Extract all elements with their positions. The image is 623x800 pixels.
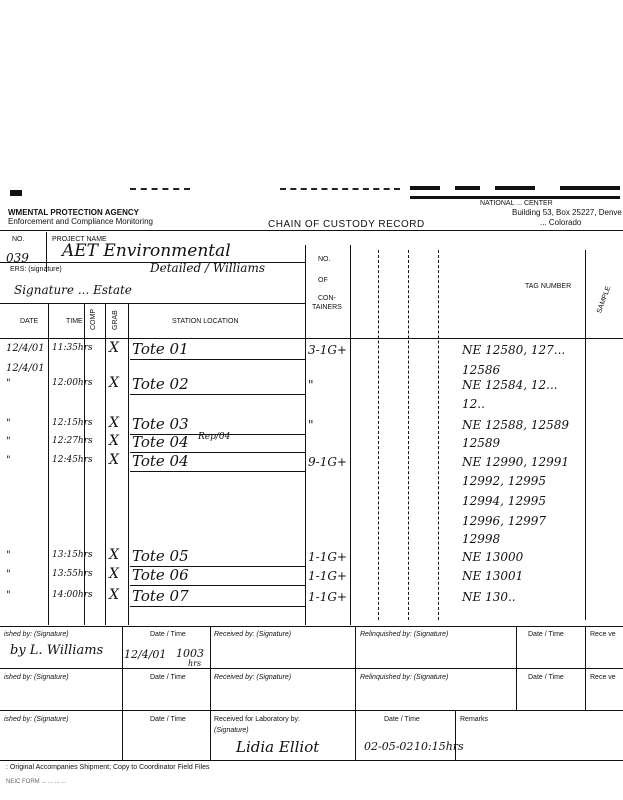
sample-tag-numbers: 12589 <box>462 436 501 450</box>
sample-date: " <box>6 569 11 580</box>
sample-tag-numbers: NE 12584, 12... <box>462 378 558 392</box>
header-noise-3 <box>410 186 440 190</box>
date-time-1-label: Date / Time <box>150 631 186 638</box>
custody-v2 <box>210 626 211 760</box>
relinquished-hrs: hrs <box>188 659 202 668</box>
received-lab-sig-label: (Signature) <box>214 727 249 734</box>
remarks-vertical-label: SAMPLE <box>596 285 613 315</box>
sample-station: Tote 04 <box>132 452 189 470</box>
received-by-3-label: Received by: (Signature) <box>214 674 292 681</box>
sample-tag-numbers: 12994, 12995 <box>462 494 546 508</box>
project-number: 039 <box>6 251 29 265</box>
custody-v4 <box>516 626 517 710</box>
sample-grab-mark: X <box>109 566 119 582</box>
sample-containers: " <box>308 418 314 432</box>
sample-station: Tote 07 <box>132 587 189 605</box>
project-no-label: NO. <box>12 236 25 243</box>
sample-grab-mark: X <box>109 415 119 431</box>
custody-v3 <box>355 626 356 760</box>
center-address-2: ... Colorado <box>540 218 582 227</box>
sample-tag-numbers: 12992, 12995 <box>462 474 546 488</box>
distribution-note: : Original Accompanies Shipment; Copy to Coordinator Field Files <box>6 764 210 771</box>
form-number: NEIC FORM ... ... ... ... <box>6 779 67 785</box>
date-time-5-label: Date / Time <box>150 716 186 723</box>
sample-row-rule <box>130 585 305 586</box>
header-noise-2 <box>280 188 400 190</box>
relinquished-signature: by L. Williams <box>10 643 104 658</box>
sample-containers: 3-1G+ <box>308 343 347 357</box>
sample-time: 12:45hrs <box>52 455 93 465</box>
sample-containers: 1-1G+ <box>308 569 347 583</box>
relinquished-by-5-label: ished by: (Signature) <box>4 716 69 723</box>
sample-containers: 9-1G+ <box>308 455 347 469</box>
header-noise-4 <box>455 186 480 190</box>
sample-tag-numbers: NE 13001 <box>462 569 524 583</box>
rule-comp-grab <box>105 303 106 625</box>
col-date: DATE <box>20 318 39 325</box>
sample-date: " <box>6 436 11 447</box>
epa-logo <box>10 190 22 196</box>
custody-v1 <box>122 626 123 760</box>
rule-station-containers <box>305 245 306 625</box>
project-name-label: PROJECT NAME <box>52 236 107 243</box>
sample-containers: 1-1G+ <box>308 550 347 564</box>
relinquished-by-3-label: ished by: (Signature) <box>4 674 69 681</box>
sample-tag-numbers: 12998 <box>462 532 501 546</box>
tag-grid-v2 <box>408 250 409 620</box>
sample-time: 13:55hrs <box>52 569 93 579</box>
sample-grab-mark: X <box>109 433 119 449</box>
of-label: OF <box>318 277 328 284</box>
rule-date-time <box>48 303 49 625</box>
tag-grid-v4 <box>585 250 586 620</box>
relinquished-by-2-label: Relinquished by: (Signature) <box>360 631 449 638</box>
custody-v5 <box>585 626 586 710</box>
header-noise-1 <box>130 188 190 190</box>
rule-containers-tags <box>350 245 351 625</box>
sample-row-rule <box>130 606 305 607</box>
lab-signature: Lidia Elliot <box>236 738 320 756</box>
center-name: NATIONAL ... CENTER <box>480 200 553 207</box>
custody-bottom-rule <box>0 760 623 761</box>
sample-station: Tote 06 <box>132 566 189 584</box>
sample-containers: " <box>308 378 314 392</box>
sample-grab-mark: X <box>109 587 119 603</box>
received-by-4-label: Rece ve <box>590 674 616 681</box>
relinquished-date: 12/4/01 <box>124 648 167 661</box>
samplers-extra: Signature ... Estate <box>14 283 132 297</box>
tag-numbers-label: TAG NUMBER <box>525 283 572 290</box>
sample-date: " <box>6 455 11 466</box>
sample-time: 12:27hrs <box>52 436 93 446</box>
samplers-signature: Detailed / Williams <box>150 261 265 275</box>
tag-grid-v3 <box>438 250 439 620</box>
date-time-2-label: Date / Time <box>528 631 564 638</box>
sample-station: Tote 01 <box>132 340 189 358</box>
containers-label: CON- TAINERS <box>312 295 342 311</box>
date-time-6-label: Date / Time <box>384 716 420 723</box>
sample-time: 14:00hrs <box>52 590 93 600</box>
column-header-top-rule <box>0 303 305 304</box>
sample-time: 12:00hrs <box>52 378 93 388</box>
date-time-4-label: Date / Time <box>528 674 564 681</box>
agency-name: WMENTAL PROTECTION AGENCY <box>8 208 139 217</box>
sample-date: " <box>6 590 11 601</box>
date-time-3-label: Date / Time <box>150 674 186 681</box>
col-time: TIME <box>66 318 83 325</box>
sample-row-rule <box>130 471 305 472</box>
relinquished-by-4-label: Relinquished by: (Signature) <box>360 674 449 681</box>
no-of-label: NO. <box>318 256 331 263</box>
rule-grab-station <box>128 303 129 625</box>
sample-date: 12/4/01 <box>6 363 45 374</box>
received-by-2-label: Rece ve <box>590 631 616 638</box>
center-address-1: Building 53, Box 25227, Denve <box>512 208 622 217</box>
sample-time: 12:15hrs <box>52 418 93 428</box>
sample-date: " <box>6 550 11 561</box>
sample-containers: 1-1G+ <box>308 590 347 604</box>
sample-station: Tote 05 <box>132 547 189 565</box>
custody-top-rule <box>0 626 623 627</box>
sample-grab-mark: X <box>109 452 119 468</box>
lab-date: 02-05-02 <box>364 740 414 753</box>
relinquished-by-1-label: ished by: (Signature) <box>4 631 69 638</box>
samplers-label: ERS: (signature) <box>10 266 62 273</box>
remarks-label: Remarks <box>460 716 489 723</box>
form-top-rule <box>0 230 623 231</box>
sample-row-rule <box>130 359 305 360</box>
sample-date: 12/4/01 <box>6 343 45 354</box>
form-title: CHAIN OF CUSTODY RECORD <box>268 219 425 230</box>
col-grab: GRAB <box>112 310 119 330</box>
sample-date: " <box>6 418 11 429</box>
sample-station: Tote 02 <box>132 375 189 393</box>
custody-rule-3 <box>0 710 623 711</box>
sample-station: Tote 04 <box>132 433 189 451</box>
header-noise-6 <box>560 186 620 190</box>
sample-tag-numbers: NE 12580, 127... <box>462 343 566 357</box>
column-header-bottom-rule <box>0 338 623 339</box>
col-comp: COMP <box>90 309 97 330</box>
sample-station: Tote 03 <box>132 415 189 433</box>
sample-row-rule <box>130 394 305 395</box>
sample-tag-numbers: NE 130.. <box>462 590 516 604</box>
col-station: STATION LOCATION <box>172 318 239 325</box>
sample-date: " <box>6 378 11 389</box>
sample-tag-numbers: NE 12588, 12589 <box>462 418 570 432</box>
sample-time: 11:35hrs <box>52 343 93 353</box>
project-name-value: AET Environmental <box>62 241 231 261</box>
sample-tag-numbers: NE 13000 <box>462 550 524 564</box>
tote-04-annotation: Rep/04 <box>198 432 231 442</box>
sample-grab-mark: X <box>109 375 119 391</box>
custody-rule-2 <box>0 668 623 669</box>
sample-time: 13:15hrs <box>52 550 93 560</box>
sample-grab-mark: X <box>109 340 119 356</box>
agency-division: Enforcement and Compliance Monitoring <box>8 217 153 226</box>
sample-tag-numbers: 12.. <box>462 397 485 411</box>
relinquished-time: 1003 <box>176 647 204 660</box>
header-noise-5 <box>495 186 535 190</box>
received-lab-label: Received for Laboratory by: <box>214 716 300 723</box>
sample-tag-numbers: NE 12990, 12991 <box>462 455 570 469</box>
sample-tag-numbers: 12996, 12997 <box>462 514 546 528</box>
lab-time: 10:15hrs <box>414 740 464 753</box>
sample-grab-mark: X <box>109 547 119 563</box>
received-by-1-label: Received by: (Signature) <box>214 631 292 638</box>
sample-tag-numbers: 12586 <box>462 363 501 377</box>
tag-grid-v1 <box>378 250 379 620</box>
